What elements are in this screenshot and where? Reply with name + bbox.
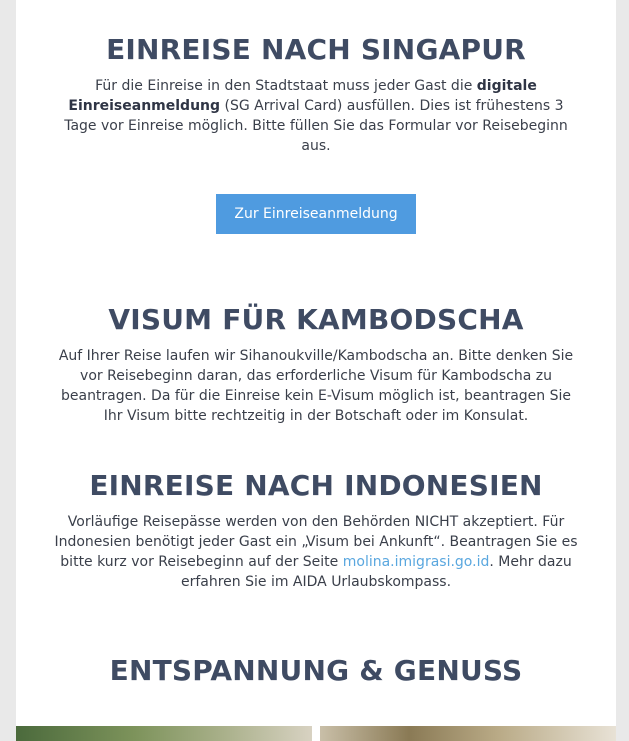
singapore-text-bold: digitale Einreiseanmeldung	[68, 78, 537, 114]
singapore-title: EINREISE NACH SINGAPUR	[106, 33, 526, 66]
cambodia-text: Auf Ihrer Reise laufen wir Sihanoukville/Kambodscha an. Bitte denken Sie vor Reisebeginn daran, das erforderliche Visum für Kambodscha zu beantragen. Da für die Einreise kein E-Visum möglich ist, beantragen Sie Ihr Visum bitte rechtzeitig in der Botschaft oder im Konsulat.	[58, 348, 574, 424]
singapore-text-part-2: (SG Arrival Card) ausfüllen. Dies ist frühestens 3 Tage vor Einreise möglich. Bitte füllen Sie das Formular vor Reisebeginn aus.	[64, 98, 568, 154]
singapore-text	[64, 76, 569, 156]
cambodia-section	[16, 300, 616, 426]
singapore-section	[16, 30, 616, 234]
relax-image-right	[320, 726, 616, 741]
relax-section	[16, 651, 616, 691]
indonesia-text	[54, 512, 579, 592]
indonesia-text-part-1: Vorläufige Reisepässe werden von den Behörden NICHT akzeptiert. Für Indonesien benötigt jeder Gast ein „Visum bei Ankunft“. Beantragen Sie es bitte kurz vor Reisebeginn auf der Seite	[54, 514, 578, 570]
email-content	[16, 0, 616, 741]
indonesia-title: EINREISE NACH INDONESIEN	[89, 469, 543, 502]
molina-link[interactable]: molina.imigrasi.go.id	[342, 554, 490, 570]
singapore-text-part-1: Für die Einreise in den Stadtstaat muss jeder Gast die	[95, 78, 477, 94]
indonesia-section	[16, 466, 616, 592]
relax-title: ENTSPANNUNG & GENUSS	[109, 654, 523, 687]
relax-image-left	[16, 726, 312, 741]
cambodia-title: VISUM FÜR KAMBODSCHA	[108, 303, 524, 336]
arrival-card-button[interactable]: Zur Einreiseanmeldung	[216, 194, 416, 234]
indonesia-text-part-2: . Mehr dazu erfahren Sie im AIDA Urlaubskompass.	[180, 554, 572, 590]
